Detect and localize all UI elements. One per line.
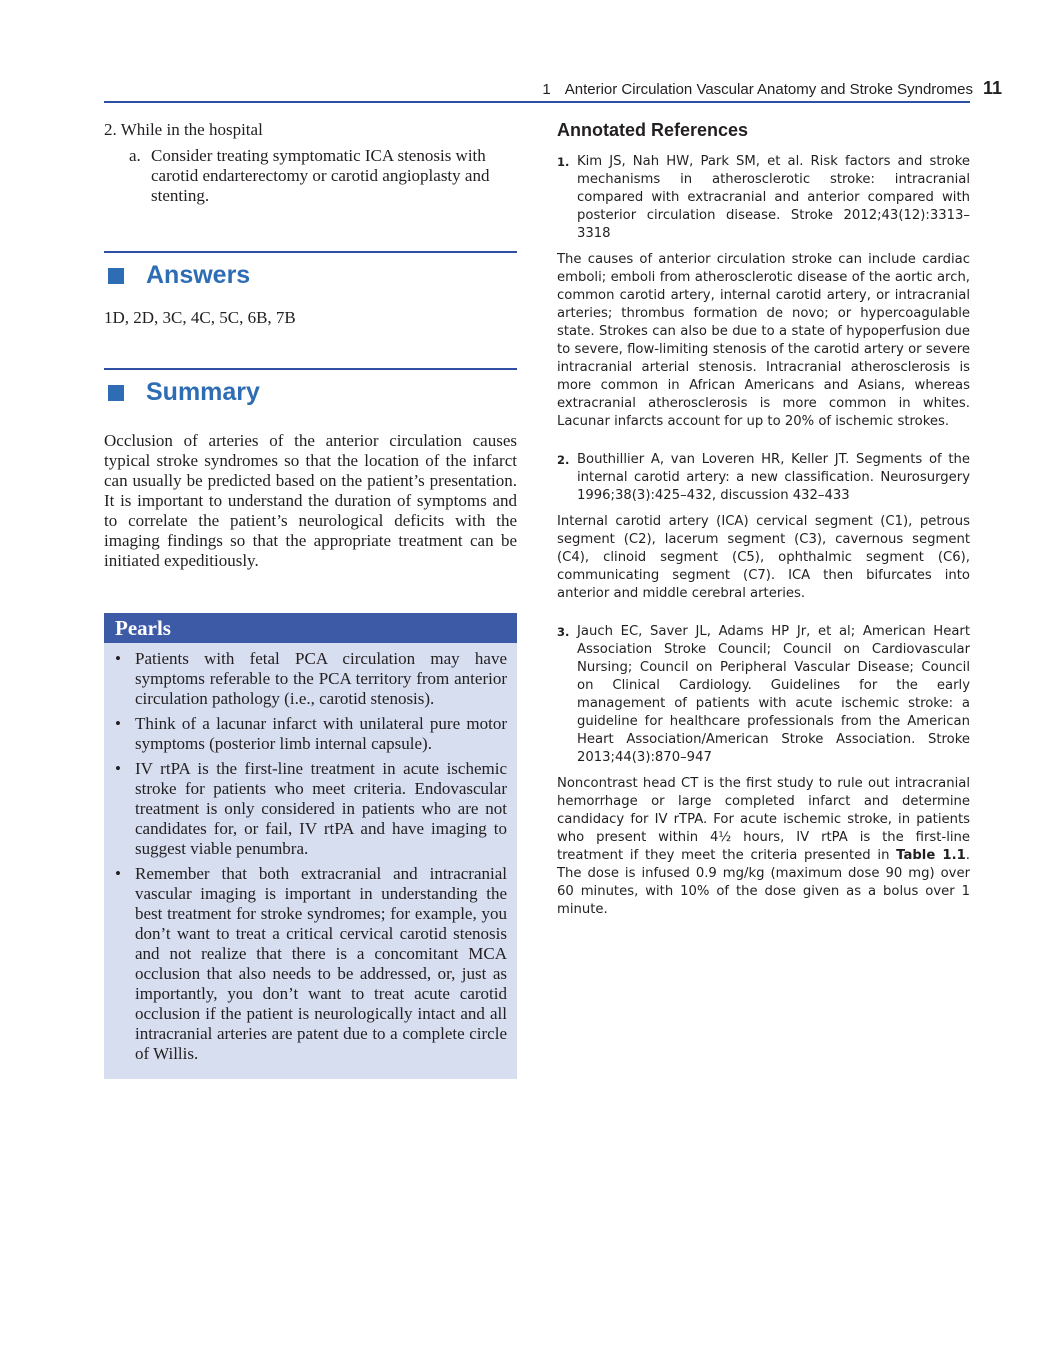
pearls-list [104,643,517,1079]
reference-annotation [557,775,970,919]
reference-annotation: The causes of anterior circulation stroke can include cardiac emboli; emboli from atherosclerotic disease of the aortic arch, common carotid artery, internal carotid artery, or intracranial arteries; thrombus formation de novo; or hypercoagulable state. Strokes can also be due to a state of hypoperfusion due to severe, flow-limiting stenosis of the carotid artery or severe intracranial arterial stenosis. Intracranial atherosclerosis is more common in African Americans and Asians, whereas extracranial atherosclerosis is more common in whites. Lacunar infarcts account for up to 20% of ischemic strokes. [557,252,970,429]
section-square-icon [108,385,124,401]
answers-text: 1D, 2D, 3C, 4C, 5C, 6B, 7B [104,308,296,327]
list-item [114,649,507,709]
reference-citation: Bouthillier A, van Loveren HR, Keller JT. Segments of the internal carotid artery: a new classification. Neurosurgery 1996;38(3):425–432, discussion 432–433 [577,452,970,503]
header-rule [104,101,970,103]
reference-citation: Jauch EC, Saver JL, Adams HP Jr, et al; American Heart Association Stroke Council; Council on Cardiovascular Nursing; Council on Peripheral Vascular Disease; Council on Clinical Cardiology. Guidelines for the early management of patients with acute ischemic stroke: a guideline for healthcare professionals from the American Heart Association/American Stroke Association. Stroke 2013;44(3):870–947 [577,624,970,765]
bullet-icon: • [115,759,121,778]
answers-title: Answers [146,261,251,289]
list-item [114,714,507,754]
left-column [104,120,517,1079]
chapter-title: Anterior Circulation Vascular Anatomy and Stroke Syndromes [564,81,973,98]
list-item [114,759,507,859]
bullet-icon: • [115,649,121,668]
pearls-title: Pearls [104,613,517,643]
table-reference-link[interactable]: Table 1.1 [896,848,966,863]
reference-2 [557,451,970,505]
reference-annotation: Internal carotid artery (ICA) cervical segment (C1), petrous segment (C2), lacerum segment (C3), cavernous segment (C4), clinoid segment (C5), ophthalmic segment (C6), communicating segment (C7). ICA then bifurcates into anterior and middle cerebral arteries. [557,514,970,601]
reference-citation: Kim JS, Nah HW, Park SM, et al. Risk factors and stroke mechanisms in atherosclerotic stroke: intracranial compared with extracranial and anterior compared with posterior circulation disease. Stroke 2012;43(12):3313–3318 [577,154,970,241]
pearl-text: Think of a lacunar infarct with unilateral pure motor symptoms (posterior limb internal capsule). [135,714,507,753]
list-item-2a-letter: a. [129,146,141,165]
pearl-text: IV rtPA is the first-line treatment in acute ischemic stroke for patients who meet criteria. Endovascular treatment is only considered in patients who are not candidates for, or fail, IV rtPA and have imaging to suggest viable penumbra. [135,759,507,858]
references-heading: Annotated References [557,120,749,140]
reference-number: 1. [557,155,570,169]
bullet-icon: • [115,864,121,883]
right-column [557,120,970,919]
annotation-text: . The dose is infused 0.9 mg/kg (maximum dose 90 mg) over 60 minutes, with 10% of the dose given as a bolus over 1 minute. [557,848,970,917]
list-item [114,864,507,1064]
summary-heading [104,378,517,407]
answers-heading [104,261,517,290]
list-item-2: 2. While in the hospital [104,120,263,139]
pearl-text: Patients with fetal PCA circulation may have symptoms referable to the PCA territory from anterior circulation pathology (i.e., carotid stenosis). [135,649,507,708]
annotation-text: Noncontrast head CT is the first study to rule out intracranial hemorrhage or large completed infarct and determine candidacy for IV rTPA. For acute ischemic stroke, in patients who present within 4½ hours, IV rtPA is the first-line treatment if they meet the criteria presented in [557,776,970,863]
chapter-number: 1 [542,81,551,98]
reference-3 [557,623,970,767]
page-number: 11 [982,78,1002,98]
bullet-icon: • [115,714,121,733]
pearls-box [104,613,517,1079]
reference-1 [557,153,970,243]
reference-number: 2. [557,453,570,467]
summary-text: Occlusion of arteries of the anterior circulation causes typical stroke syndromes so that the location of the infarct can usually be predicted based on the patient’s presentation. It is important to understand the duration of symptoms and to correlate the patient’s neurological deficits with the imaging findings so that the appropriate treatment can be initiated expeditiously. [104,431,517,570]
summary-title: Summary [146,378,260,406]
running-header [104,78,1002,102]
summary-rule [104,368,517,370]
list-item-2a-text: Consider treating symptomatic ICA stenosis with carotid endarterectomy or carotid angioplasty and stenting. [151,146,490,205]
pearl-text: Remember that both extracranial and intracranial vascular imaging is important in understanding the best treatment for stroke syndromes; for example, you don’t want to treat a critical cervical carotid stenosis and not realize that there is a concomitant MCA occlusion that also needs to be addressed, or, just as importantly, you don’t want to treat acute carotid occlusion if the patient is neurologically intact and all intracranial arteries are patent due to a complete circle of Willis. [135,864,507,1063]
reference-number: 3. [557,625,570,639]
section-square-icon [108,268,124,284]
answers-rule [104,251,517,253]
list-item-2a [104,146,517,206]
